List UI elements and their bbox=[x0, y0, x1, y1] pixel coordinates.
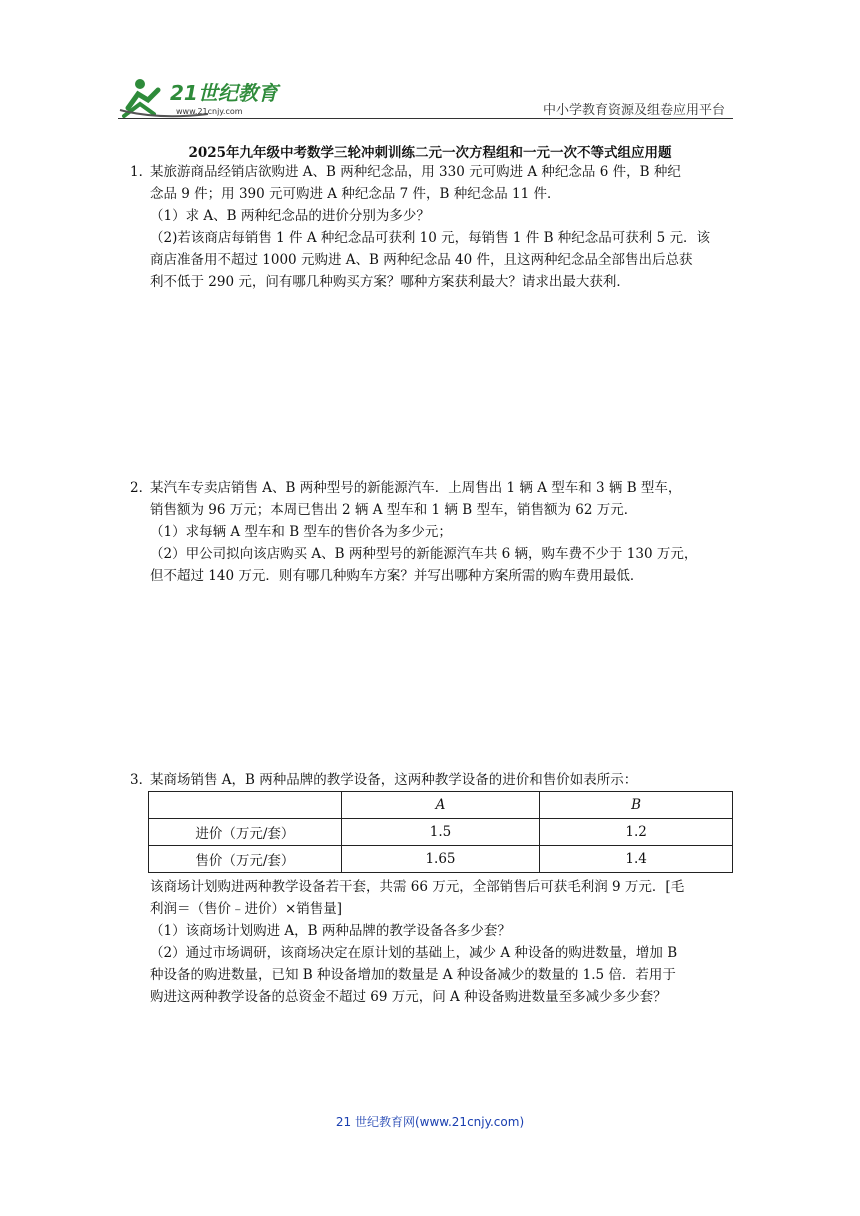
question-3-body bbox=[130, 876, 735, 1008]
question-number: 2． bbox=[130, 480, 153, 496]
q1-sub-2-cont: 利不低于 290 元，问有哪几种购买方案？哪种方案获利最大？请求出最大获利． bbox=[150, 274, 630, 290]
table-header: B bbox=[540, 792, 733, 819]
svg-text:www.21cnjy.com: www.21cnjy.com bbox=[176, 107, 243, 116]
question-number: 3． bbox=[130, 772, 153, 788]
page-header bbox=[118, 62, 733, 124]
table-cell: 1.4 bbox=[540, 846, 733, 873]
question-2 bbox=[130, 477, 735, 587]
q3-line: 某商场销售 A，B 两种品牌的教学设备，这两种教学设备的进价和售价如表所示： bbox=[150, 772, 638, 788]
table-cell: 1.5 bbox=[341, 819, 540, 846]
q2-line: 某汽车专卖店销售 A、B 两种型号的新能源汽车．上周售出 1 辆 A 型车和 3 辆 B 型车， bbox=[150, 480, 682, 496]
q1-line: 念品 9 件；用 390 元可购进 A 种纪念品 7 件，B 种纪念品 11 件． bbox=[150, 186, 561, 202]
question-1 bbox=[130, 161, 735, 293]
q3-sub-1: （1）该商场计划购进 A，B 两种品牌的教学设备各多少套？ bbox=[150, 923, 511, 939]
page-title: 2025年九年级中考数学三轮冲刺训练二元一次方程组和一元一次不等式组应用题 bbox=[188, 145, 672, 161]
table-cell: 进价（万元/套） bbox=[149, 819, 342, 846]
platform-name: 中小学教育资源及组卷应用平台 bbox=[542, 103, 725, 118]
q2-sub-2: （2）甲公司拟向该店购买 A、B 两种型号的新能源汽车共 6 辆，购车费不少于 130 万元， bbox=[150, 546, 698, 562]
table-row bbox=[149, 846, 733, 873]
table-header-row bbox=[149, 792, 733, 819]
question-number: 1． bbox=[130, 164, 153, 180]
question-3 bbox=[130, 769, 735, 791]
q3-sub-2-cont: 种设备的购进数量，已知 B 种设备增加的数量是 A 种设备减少的数量的 1.5 倍．若用于 bbox=[150, 967, 676, 983]
table-cell: 售价（万元/套） bbox=[149, 846, 342, 873]
table-cell: 1.65 bbox=[341, 846, 540, 873]
table-header bbox=[149, 792, 342, 819]
q2-sub-2-cont: 但不超过 140 万元．则有哪几种购车方案？并写出哪种方案所需的购车费用最低． bbox=[150, 568, 644, 584]
q1-sub-1: （1）求 A、B 两种纪念品的进价分别为多少？ bbox=[150, 208, 430, 224]
price-table bbox=[148, 791, 733, 873]
logo-21cnjy bbox=[118, 70, 288, 120]
table-cell: 1.2 bbox=[540, 819, 733, 846]
q3-sub-2-cont: 购进这两种教学设备的总资金不超过 69 万元，问 A 种设备购进数量至多减少多少套？ bbox=[150, 989, 667, 1005]
footer-link[interactable]: 21 世纪教育网(www.21cnjy.com) bbox=[335, 1115, 525, 1129]
q3-line: 利润＝（售价﹣进价）×销售量] bbox=[150, 901, 343, 917]
q1-sub-2-cont: 商店准备用不超过 1000 元购进 A、B 两种纪念品 40 件，且这两种纪念品全部售出后总获 bbox=[150, 252, 693, 268]
q2-sub-1: （1）求每辆 A 型车和 B 型车的售价各为多少元； bbox=[150, 524, 452, 540]
svg-text:21世纪教育: 21世纪教育 bbox=[170, 81, 278, 105]
q1-sub-2: （2)若该商店每销售 1 件 A 种纪念品可获利 10 元，每销售 1 件 B 种纪念品可获利 5 元．该 bbox=[150, 230, 710, 246]
q2-line: 销售额为 96 万元；本周已售出 2 辆 A 型车和 1 辆 B 型车，销售额为 62 万元． bbox=[150, 502, 638, 518]
header-divider bbox=[118, 118, 733, 119]
q3-sub-2: （2）通过市场调研，该商场决定在原计划的基础上，减少 A 种设备的购进数量，增加 B bbox=[150, 945, 678, 961]
q1-line: 某旅游商品经销店欲购进 A、B 两种纪念品，用 330 元可购进 A 种纪念品 6 件，B 种纪 bbox=[150, 164, 681, 180]
q3-line: 该商场计划购进两种教学设备若干套，共需 66 万元，全部销售后可获毛利润 9 万元．[毛 bbox=[150, 879, 685, 895]
table-row bbox=[149, 819, 733, 846]
table-header: A bbox=[341, 792, 540, 819]
